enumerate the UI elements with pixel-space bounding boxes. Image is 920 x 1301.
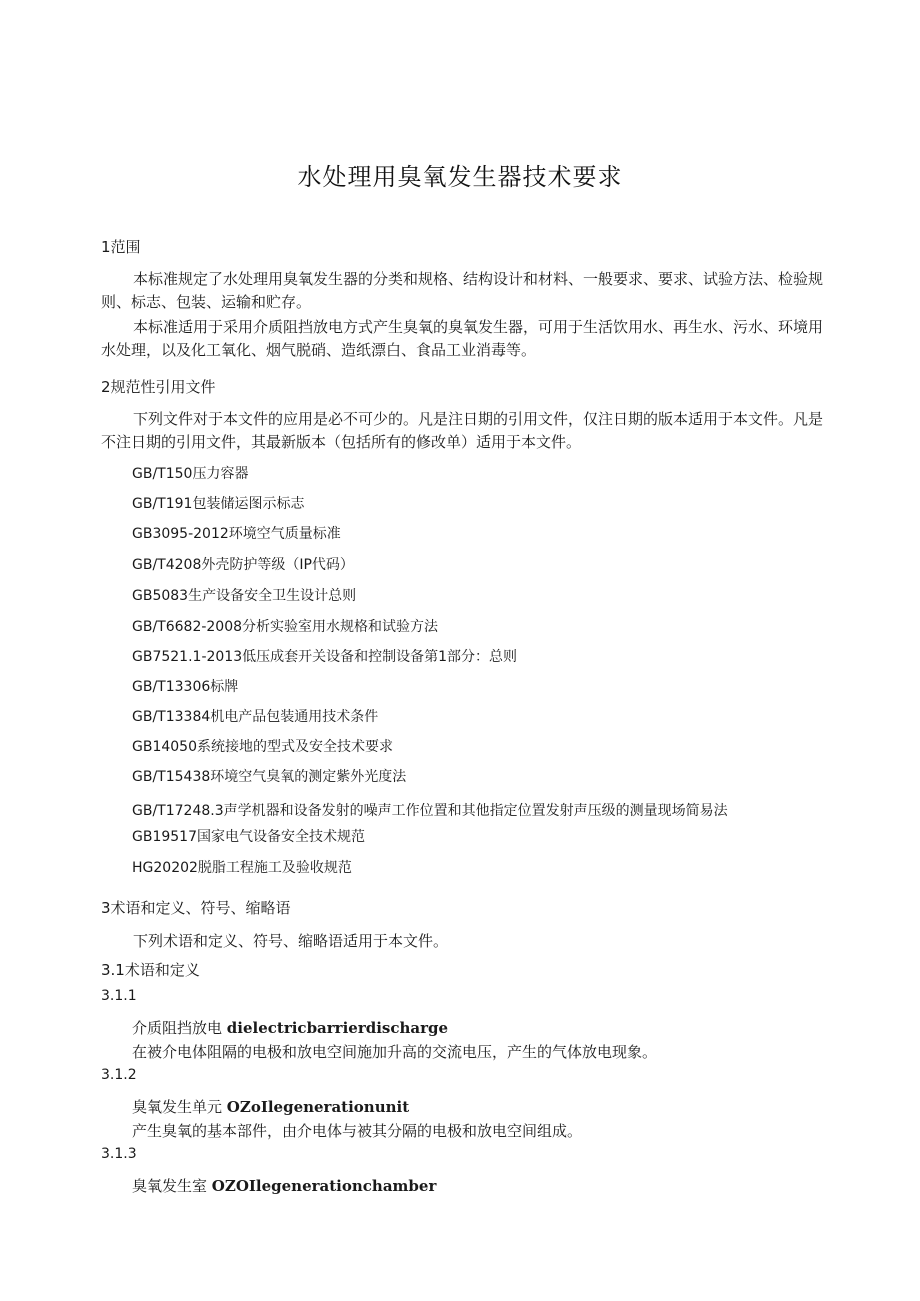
- section-3-intro-text: 下列术语和定义、符号、缩略语适用于本文件。: [133, 932, 449, 950]
- section-3-intro: [101, 930, 826, 953]
- reference-item: GB/T150压力容器: [132, 466, 249, 482]
- reference-item: GB14050系统接地的型式及安全技术要求: [132, 739, 393, 755]
- term-english-name: OZOIlegenerationchamber: [211, 1177, 437, 1195]
- section-2-paragraph-text: 下列文件对于本文件的应用是必不可少的。凡是注日期的引用文件，仅注日期的版本适用于本文件。凡是不注日期的引用文件，其最新版本（包括所有的修改单）适用于本文件。: [101, 410, 824, 451]
- section-1-paragraph-1-text: 本标准规定了水处理用臭氧发生器的分类和规格、结构设计和材料、一般要求、要求、试验方法、检验规则、标志、包装、运输和贮存。: [101, 270, 824, 311]
- reference-item: GB3095-2012环境空气质量标准: [132, 526, 341, 542]
- section-3-heading: 3术语和定义、符号、缩略语: [101, 899, 291, 917]
- term-title: [132, 1096, 409, 1117]
- reference-item: GB/T191包装储运图示标志: [132, 496, 305, 512]
- term-title: [132, 1175, 436, 1196]
- reference-item: GB/T4208外壳防护等级（IP代码）: [132, 557, 354, 573]
- reference-item: HG20202脱脂工程施工及验收规范: [132, 860, 352, 876]
- term-english-name: OZoIlegenerationunit: [226, 1098, 410, 1116]
- reference-item: GB5083生产设备安全卫生设计总则: [132, 588, 357, 604]
- reference-item: GB7521.1-2013低压成套开关设备和控制设备第1部分：总则: [132, 649, 518, 665]
- term-number: 3.1.3: [101, 1146, 137, 1162]
- term-chinese-name: 臭氧发生室: [132, 1177, 208, 1195]
- term-number: 3.1.1: [101, 988, 137, 1004]
- document-title: 水处理用臭氧发生器技术要求: [297, 163, 623, 191]
- section-2-heading: 2规范性引用文件: [101, 378, 216, 396]
- section-1-heading: 1范围: [101, 238, 141, 256]
- term-chinese-name: 臭氧发生单元: [132, 1098, 223, 1116]
- term-chinese-name: 介质阻挡放电: [132, 1019, 223, 1037]
- section-1-paragraph-1: [101, 268, 826, 314]
- reference-item: GB/T6682-2008分析实验室用水规格和试验方法: [132, 619, 439, 635]
- subsection-3-1-heading: 3.1术语和定义: [101, 961, 200, 979]
- term-english-name: dielectricbarrierdischarge: [226, 1019, 449, 1037]
- term-definition: 在被介电体阻隔的电极和放电空间施加升高的交流电压，产生的气体放电现象。: [132, 1043, 658, 1061]
- section-1-paragraph-2-text: 本标准适用于采用介质阻挡放电方式产生臭氧的臭氧发生器，可用于生活饮用水、再生水、污水、环境用水处理，以及化工氧化、烟气脱硝、造纸漂白、食品工业消毒等。: [101, 318, 824, 359]
- section-2-paragraph: [101, 408, 826, 454]
- term-number: 3.1.2: [101, 1067, 137, 1083]
- reference-item: GB19517国家电气设备安全技术规范: [132, 829, 365, 845]
- term-title: [132, 1017, 448, 1038]
- section-1-paragraph-2: [101, 316, 826, 362]
- reference-item: GB/T13306标牌: [132, 679, 239, 695]
- term-definition: 产生臭氧的基本部件，由介电体与被其分隔的电极和放电空间组成。: [132, 1122, 583, 1140]
- reference-item: GB/T13384机电产品包装通用技术条件: [132, 709, 379, 725]
- reference-item: GB/T17248.3声学机器和设备发射的噪声工作位置和其他指定位置发射声压级的测量现场简易法: [132, 803, 728, 819]
- reference-item: GB/T15438环境空气臭氧的测定紫外光度法: [132, 769, 407, 785]
